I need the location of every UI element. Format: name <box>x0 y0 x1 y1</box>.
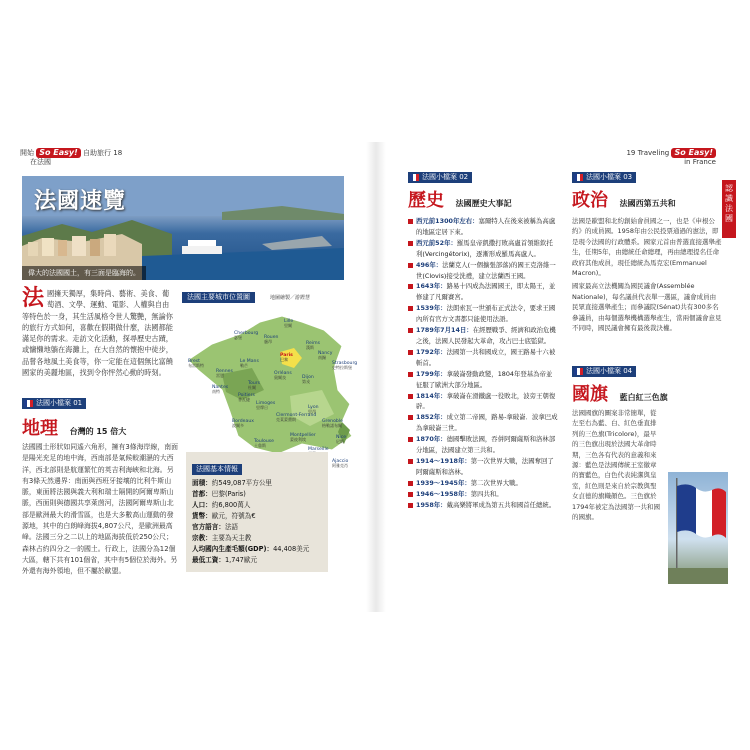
left-page <box>14 142 366 612</box>
basic-info-header: 法國基本情報 <box>192 464 242 475</box>
map-city-label: Brest <box>188 359 200 364</box>
book-spread <box>14 142 736 612</box>
timeline-item: 西元前52年：羅馬皇帝凱撒打敗高盧首領維欽托利(Vercingétorix)，逐漸形成羅馬高盧人。 <box>408 238 558 260</box>
map-city-label-zh: 盧昂 <box>264 339 272 344</box>
info-row: 面積：約549,087平方公里 <box>192 479 273 487</box>
map-city-label-zh: 里昂 <box>308 409 316 414</box>
france-flag-icon <box>574 368 583 375</box>
timeline-item: 1643年：路易十四成為法國國王，即太陽王，並修建了凡爾賽宮。 <box>408 281 558 303</box>
waving-tricolore <box>668 472 728 584</box>
info-row: 首都：巴黎(Paris) <box>192 490 246 498</box>
flag-heading <box>572 380 668 406</box>
geo-text: 法國國土形狀如同遙六角形，擁有3條海岸線，南面是陽光充足的地中海，西南部是氣候較潮濕的大西洋，西北部則是航運繁忙的英吉利海峽和北海。另有3條天然邊界：南面與西班牙接壤的比利牛斯山脈，東面將法國與義大利和瑞士隔開的阿爾卑斯山脈，西面則與德國共享萊茵河，法國阿爾卑斯山北部是歐洲最大的滑雪區，也是大多數高山運動的發源地，其中的白朗峰海拔4,807公尺，是歐洲最高峰。法國三分之二以上的地區海拔低於250公尺；森林占約四分之一的國土。行政上，法國分為12個大區，轄下共有101個省，其中有5個位於海外。另外還有海外領地，但不屬於歐盟。 <box>22 443 178 576</box>
map-city-label-zh: 南特 <box>212 389 220 394</box>
map-city-label-zh: 杜爾 <box>248 385 256 390</box>
map-city-label-zh: 尼斯 <box>336 439 344 444</box>
page-number: 19 <box>626 149 636 157</box>
map-city-label: Rouen <box>264 335 279 340</box>
map-city-label: Orléans <box>274 371 292 376</box>
map-city-label-zh: 漢斯 <box>306 345 314 350</box>
map-city-label: Lille <box>284 319 294 324</box>
map-city-label: Nice <box>336 435 347 440</box>
hero-photo <box>22 176 344 280</box>
map-city-label-zh: 里摩日 <box>256 405 268 410</box>
map-city-label-zh: 克萊蒙費朗 <box>276 417 296 422</box>
page-number: 18 <box>113 149 123 157</box>
france-map-svg <box>182 304 362 474</box>
map-city-label: Lyon <box>308 405 319 410</box>
timeline-item: 1914～1918年：第一次世界大戰，法國奪回了阿爾薩斯和洛林。 <box>408 456 558 478</box>
france-city-map <box>182 292 362 468</box>
flag-subtitle: 藍白紅三色旗 <box>619 393 668 402</box>
map-city-label: Nantes <box>212 385 229 390</box>
politics-paragraph-1: 法國是歐盟和北約創始會員國之一，也是《申根公約》的成員國。1958年由公民投票通過的憲法，即是現今法國的行政體系。國家元首由普選直接選舉產生，任期5年，由總統任命總理，再由總理提名任命政府其他成員，現任總統為馬克宏(Emmanuel Macron)。 <box>572 217 722 278</box>
map-city-label: Montpellier <box>290 433 316 438</box>
map-city-label-zh: 阿雅克肖 <box>332 463 348 468</box>
map-city-label-zh: 布雷斯特 <box>188 363 204 368</box>
timeline-item: 1852年：成立第二帝國，路易-拿破崙．波拿巴成為拿破崙三世。 <box>408 412 558 434</box>
flag-tag: 法國小檔案 04 <box>572 366 636 377</box>
france-flag-icon <box>574 174 583 181</box>
politics-paragraph-2: 國家最高立法機關為國民議會(Assemblée Nationale)，每名議員代表單一選區，議會成員由民眾直接選舉產生；而參議院(Sénat)共有300多名參議員，由每個選舉機構選舉產生，當兩個議會意見不同時，國民議會擁有最後裁決權。 <box>572 282 722 333</box>
map-city-label: Strasbourg <box>332 361 358 366</box>
map-city-label: Tours <box>248 381 261 386</box>
france-flag-icon <box>24 400 33 407</box>
map-city-label: Dijon <box>302 375 314 380</box>
timeline-item: 496年：法蘭克人(一個擴張部落)的國王克洛維一世(Clovis)接受洗禮，建立法蘭西王國。 <box>408 260 558 282</box>
info-row: 宗教：主要為天主教 <box>192 534 252 542</box>
book-gutter <box>366 142 386 612</box>
timeline-item: 1539年：法朗索瓦一世頒布正式法令，要求王國內所有官方文書都只能使用法語。 <box>408 303 558 325</box>
map-city-label: Ajaccio <box>332 459 349 464</box>
chapter-side-tab: 認識法國 <box>722 180 736 238</box>
france-flag-icon <box>410 174 419 181</box>
intro-dropcap: 法 <box>22 286 45 311</box>
map-city-label: Bordeaux <box>232 419 254 424</box>
series-logo: So Easy! <box>671 148 716 158</box>
history-tag: 法國小檔案 02 <box>408 172 472 183</box>
geo-subtitle: 台灣的 15 倍大 <box>69 427 127 436</box>
map-city-label-zh: 勒芒 <box>240 363 248 368</box>
politics-subtitle: 法國西第五共和 <box>619 199 676 208</box>
history-title: 歷史 <box>408 190 444 211</box>
map-city-label: Reims <box>306 341 320 346</box>
map-city-label: Le Mans <box>240 359 259 364</box>
series-logo: So Easy! <box>36 148 81 158</box>
map-city-label-zh: 雷恩 <box>216 373 224 378</box>
map-city-label: Limoges <box>256 401 276 406</box>
series-name: 自助旅行 <box>83 149 111 157</box>
map-city-label: Grenoble <box>322 419 343 424</box>
map-city-label-zh: 瑟堡 <box>234 335 242 340</box>
geo-heading <box>22 414 126 440</box>
map-city-label-zh: 第戎 <box>302 379 310 384</box>
map-city-label: Paris <box>280 353 293 358</box>
map-city-label-zh: 奧爾良 <box>274 375 286 380</box>
timeline-item: 1789年7月14日：在經歷戰爭、經濟和政治危機之後，法國人民發起大革命，攻占巴士底監獄。 <box>408 325 558 347</box>
map-city-label-zh: 史特拉斯堡 <box>332 365 352 370</box>
nav-start: 開始 <box>20 149 34 157</box>
timeline-item: 1799年：拿破崙發動政變，1804年登基為帝並征服了歐洲大部分地區。 <box>408 369 558 391</box>
series-name-en-2: in France <box>684 158 716 166</box>
right-running-header <box>626 148 716 166</box>
info-row: 最低工資：1,747歐元 <box>192 556 258 564</box>
map-city-label: Marseille <box>308 447 329 452</box>
series-name-en: Traveling <box>637 149 670 157</box>
map-city-label-zh: 巴黎 <box>280 357 288 362</box>
politics-title: 政治 <box>572 190 608 211</box>
map-header: 法國主要城市位置圖 <box>182 292 255 303</box>
map-credit: 地圖繪製／游鏗慧 <box>270 295 311 301</box>
map-city-label: Poitiers <box>238 393 255 398</box>
basic-info-box <box>186 452 328 572</box>
timeline-item: 1814年：拿破崙在滑鐵盧一役敗北，波旁王朝復辟。 <box>408 391 558 413</box>
map-city-label: Rennes <box>216 369 233 374</box>
map-city-label-zh: 格勒諾布爾 <box>322 423 342 428</box>
map-city-label-zh: 普瓦捷 <box>238 397 250 402</box>
info-row: 官方語言：法語 <box>192 523 239 531</box>
timeline-item: 1870年：德國擊敗法國，吞併阿爾薩斯和洛林部分地區，法國建立第三共和。 <box>408 434 558 456</box>
map-city-label: Toulouse <box>254 439 274 444</box>
politics-tag: 法國小檔案 03 <box>572 172 636 183</box>
left-running-header <box>20 148 122 166</box>
map-city-label: Cherbourg <box>234 331 259 336</box>
politics-heading <box>572 186 676 212</box>
map-city-label-zh: 蒙彼利埃 <box>290 437 306 442</box>
timeline-item: 1939～1945年：第二次世界大戰。 <box>408 478 558 489</box>
flag-title: 國旗 <box>572 384 608 405</box>
info-row: 貨幣：歐元，符號為€ <box>192 512 256 520</box>
nav-sub: 在法國 <box>30 158 51 166</box>
timeline-item: 西元前1300年左右：塞爾特人在後來被稱為高盧的地區定居下來。 <box>408 216 558 238</box>
politics-text <box>572 216 722 333</box>
flag-photo <box>668 472 728 584</box>
page-title: 法國速覽 <box>34 189 127 214</box>
map-city-label: Nancy <box>318 351 333 356</box>
hero-caption: 偉大的法國國土，有三面是臨海的。 <box>22 266 146 280</box>
geo-tag: 法國小檔案 01 <box>22 398 86 409</box>
geo-title: 地理 <box>22 418 58 439</box>
flag-text: 法國國旗的圖案非常簡單，從左至右為藍、白、紅色垂直排列的三色旗(Tricolore)，最早的三色旗出現於法國大革命時期，三色各有代表的意義和來源：藍色是法國傳統王室徽章的寶藍色，白色代表純潔與皇室，紅色則是來自於宗教與聖女貞德的旗幟顏色。三色旗於1794年被定為法國第一共和國的國旗。 <box>572 409 661 522</box>
map-city-label-zh: 波爾多 <box>232 423 244 428</box>
intro-text: 國擁天獨厚，集時尚、藝術、美食、葡萄酒、文學、運動、電影、人權與自由等特色於一身，其生活風格令世人驚艷，無論你的旅行方式如何，喜歡在假期做什麼，法國都能滿足你的需求。走訪文化活動，探尋歷史古蹟，或慵懶地躺在海灘上，在大自然的懷抱中徒步，品嘗各地風土美食等，你一定能在這個無比富饒國家的美麗地區，找到令你怦然心動的時刻。 <box>22 289 173 378</box>
right-page <box>386 142 736 612</box>
info-row: 人均國內生產毛額(GDP)：44,408美元 <box>192 545 310 553</box>
history-subtitle: 法國歷史大事記 <box>455 199 512 208</box>
history-timeline <box>408 216 558 510</box>
timeline-item: 1958年：戴高樂將軍成為第五共和國首任總統。 <box>408 500 558 511</box>
map-city-label-zh: 南錫 <box>318 355 326 360</box>
map-city-label-zh: 里爾 <box>284 323 292 328</box>
timeline-item: 1946～1958年：第四共和。 <box>408 489 558 500</box>
timeline-item: 1792年：法國第一共和國成立，國王路易十六被斬首。 <box>408 347 558 369</box>
info-row: 人口：約6,800萬人 <box>192 501 251 509</box>
intro-paragraph <box>22 288 174 378</box>
map-city-label-zh: 土魯斯 <box>254 443 266 448</box>
map-city-label: Clermont-Ferrand <box>276 413 317 418</box>
history-heading <box>408 186 512 212</box>
